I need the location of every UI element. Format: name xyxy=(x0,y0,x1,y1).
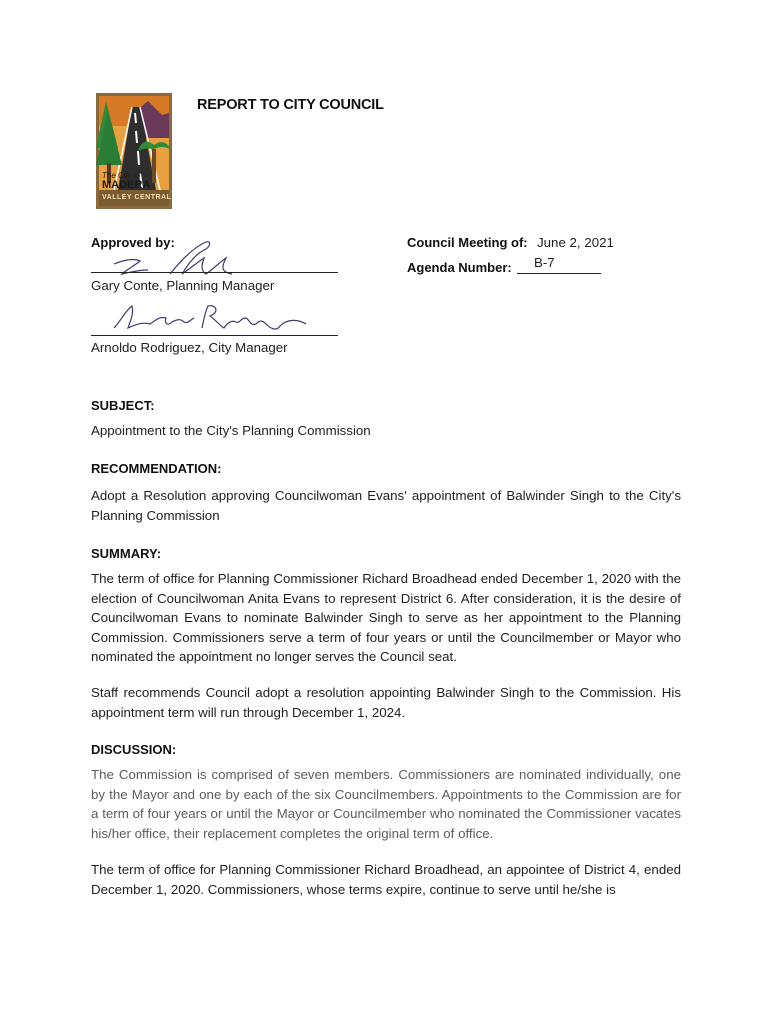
agenda-number-value: B-7 xyxy=(534,255,555,270)
discussion-paragraph-2: The term of office for Planning Commissioner Richard Broadhead, an appointee of District 4, ended December 1, 2020. Commissioners, whose terms expire, continue to serve until he/she is xyxy=(91,862,681,897)
report-title: REPORT TO CITY COUNCIL xyxy=(197,97,384,113)
logo-text-line2: MADERA xyxy=(102,179,151,191)
signature-gary-conte xyxy=(112,234,242,282)
subject-heading: SUBJECT: xyxy=(91,398,155,413)
logo-text-line1: The City of xyxy=(102,171,141,180)
subject-text: Appointment to the City's Planning Commission xyxy=(91,423,371,438)
council-meeting-label: Council Meeting of: xyxy=(407,235,528,250)
summary-paragraph-2: Staff recommends Council adopt a resolution appointing Balwinder Singh to the Commission. His appointment term will run through December 1, 2024. xyxy=(91,685,681,720)
agenda-number-label: Agenda Number: xyxy=(407,260,512,275)
recommendation-heading: RECOMMENDATION: xyxy=(91,461,222,476)
discussion-heading: DISCUSSION: xyxy=(91,742,177,757)
city-of-madera-logo xyxy=(96,93,172,209)
agenda-number-line xyxy=(517,273,601,274)
summary-paragraph-1: The term of office for Planning Commissioner Richard Broadhead ended December 1, 2020 with the election of Councilwoman Anita Evans to represent District 6. After consideration, it is the desire of Councilwoman Evans to nominate Balwinder Singh to serve as her appointment to the Planning Commission. Commissioners serve a term of four years or until the Councilmember or Mayor who nominated the appointment no longer serves the Council seat. xyxy=(91,571,681,665)
summary-heading: SUMMARY: xyxy=(91,546,162,561)
signature-arnoldo-rodriguez xyxy=(110,298,310,338)
signature-line-1 xyxy=(91,272,338,273)
council-meeting-date: June 2, 2021 xyxy=(537,235,614,250)
signature-line-2 xyxy=(91,335,338,336)
approver-city-manager: Arnoldo Rodriguez, City Manager xyxy=(91,340,288,355)
approver-planning-manager: Gary Conte, Planning Manager xyxy=(91,278,275,293)
logo-text-line3: VALLEY CENTRAL xyxy=(102,194,172,201)
discussion-paragraph-1: The Commission is comprised of seven members. Commissioners are nominated individually, one by the Mayor and one by each of the six Councilmembers. Appointments to the Commission are for a term of four years or until the Mayor or Councilmember who nominated the Commissioner vacates his/her office, their replacement completes the original term of office. xyxy=(91,767,681,841)
approved-by-label: Approved by: xyxy=(91,235,175,250)
recommendation-text: Adopt a Resolution approving Councilwoman Evans' appointment of Balwinder Singh to the City's Planning Commission xyxy=(91,488,681,523)
